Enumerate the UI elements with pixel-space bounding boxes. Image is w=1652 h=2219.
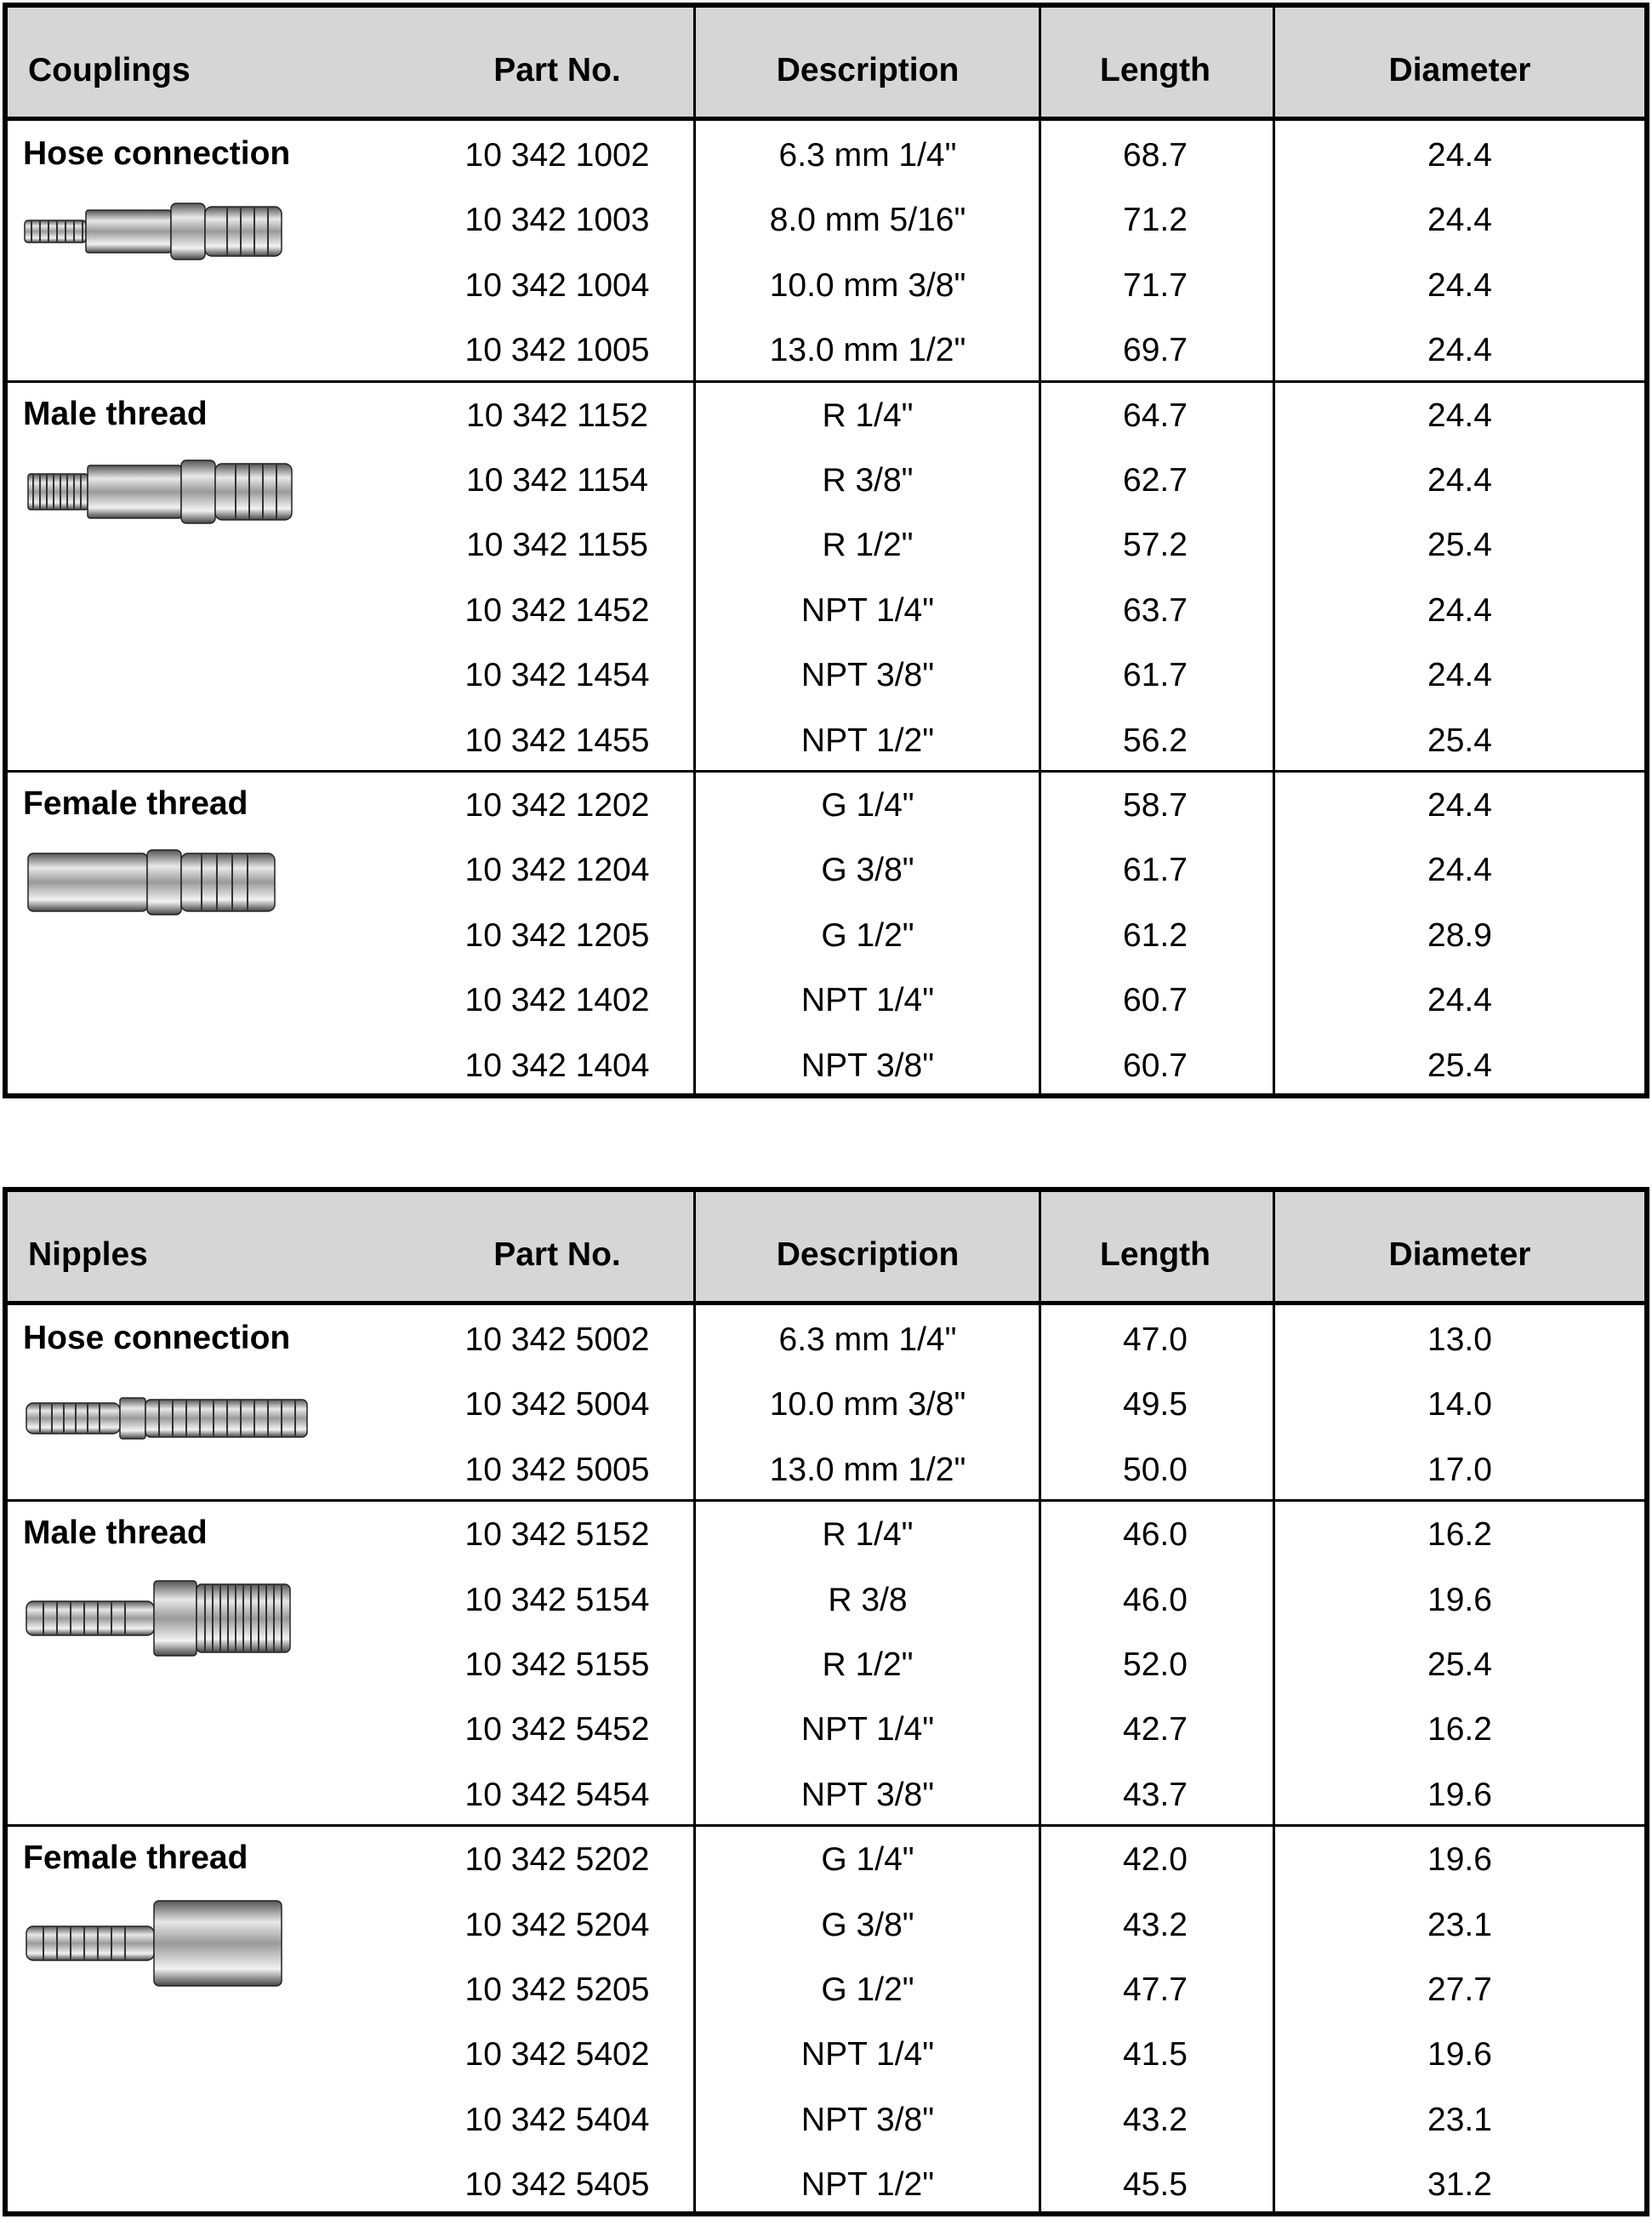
header-category: Couplings [28,52,191,88]
cell-desc: NPT 1/4" [800,591,935,629]
nipple-hose-connection-icon [23,1369,312,1484]
section-title: Male thread [23,1515,208,1552]
cell-desc: 6.3 mm 1/4" [778,137,957,174]
cell-length: 61.7 [1123,852,1188,889]
cell-diameter: 19.6 [1427,1581,1492,1618]
cell-length: 64.7 [1123,396,1188,434]
cell-part: 10 342 1202 [464,787,650,824]
cell-diameter: 13.0 [1427,1321,1492,1358]
cell-part: 10 342 5154 [464,1581,650,1618]
cell-part: 10 342 5454 [464,1776,650,1813]
nipple-male-thread-icon [23,1564,312,1679]
header-part-no: Part No. [493,52,621,88]
cell-length: 60.7 [1123,982,1188,1019]
cell-diameter: 24.4 [1427,982,1492,1019]
cell-diameter: 28.9 [1427,916,1492,954]
cell-diameter: 24.4 [1427,787,1492,824]
cell-length: 47.7 [1123,1971,1188,2008]
nipples-table [3,1187,1649,2216]
column-divider [1273,1192,1275,2211]
cell-part: 10 342 1452 [464,591,650,629]
cell-part: 10 342 5004 [464,1386,650,1423]
cell-diameter: 16.2 [1427,1711,1492,1748]
cell-part: 10 342 1003 [464,202,650,239]
cell-diameter: 24.4 [1427,657,1492,694]
cell-length: 42.7 [1123,1711,1188,1748]
section-title: Female thread [23,1840,248,1877]
cell-desc: R 1/2" [822,1646,914,1683]
cell-length: 60.7 [1123,1047,1188,1084]
cell-desc: G 3/8" [821,852,914,889]
header-category: Nipples [28,1236,148,1273]
cell-desc: G 1/2" [821,1971,914,2008]
cell-length: 63.7 [1123,591,1188,629]
cell-desc: R 1/4" [822,396,914,434]
cell-desc: 6.3 mm 1/4" [778,1321,957,1358]
cell-diameter: 24.4 [1427,591,1492,629]
cell-diameter: 25.4 [1427,527,1492,564]
cell-length: 46.0 [1123,1516,1188,1554]
cell-desc: NPT 3/8" [800,1047,935,1084]
cell-desc: R 3/8 [828,1581,908,1618]
cell-length: 57.2 [1123,527,1188,564]
cell-diameter: 24.4 [1427,852,1492,889]
cell-diameter: 19.6 [1427,2036,1492,2074]
cell-desc: G 1/4" [821,787,914,824]
header-length: Length [1100,52,1211,88]
couplings-table [3,3,1649,1098]
cell-length: 71.7 [1123,266,1188,304]
cell-part: 10 342 5152 [464,1516,650,1554]
section-title: Male thread [23,395,208,432]
cell-length: 62.7 [1123,462,1188,499]
cell-diameter: 24.4 [1427,396,1492,434]
cell-length: 61.2 [1123,916,1188,954]
cell-length: 43.2 [1123,1906,1188,1943]
column-divider [693,1192,696,2211]
cell-desc: NPT 3/8" [800,1776,935,1813]
cell-diameter: 14.0 [1427,1386,1492,1423]
cell-diameter: 27.7 [1427,1971,1492,2008]
cell-part: 10 342 1402 [464,982,650,1019]
cell-desc: NPT 1/2" [800,2166,935,2204]
cell-desc: G 1/2" [821,916,914,954]
cell-diameter: 16.2 [1427,1516,1492,1554]
column-divider [1039,8,1041,1093]
nipple-female-thread-icon [23,1889,312,2004]
cell-length: 71.2 [1123,202,1188,239]
cell-diameter: 19.6 [1427,1841,1492,1879]
cell-diameter: 23.1 [1427,2101,1492,2138]
cell-diameter: 19.6 [1427,1776,1492,1813]
coupling-hose-connection-icon [23,185,312,299]
table-header [8,8,1644,121]
cell-length: 50.0 [1123,1451,1188,1488]
cell-part: 10 342 1002 [464,137,650,174]
header-part-no: Part No. [493,1236,621,1273]
cell-length: 68.7 [1123,137,1188,174]
cell-part: 10 342 1205 [464,916,650,954]
column-divider [1273,8,1275,1093]
table-header [8,1192,1644,1305]
cell-length: 45.5 [1123,2166,1188,2204]
cell-part: 10 342 1154 [466,462,648,499]
cell-diameter: 25.4 [1427,1047,1492,1084]
cell-part: 10 342 5402 [464,2036,650,2074]
cell-desc: 10.0 mm 3/8" [769,266,966,304]
header-length: Length [1100,1236,1211,1273]
coupling-female-thread-icon [23,835,312,950]
cell-desc: R 1/2" [822,527,914,564]
cell-length: 52.0 [1123,1646,1188,1683]
cell-desc: G 1/4" [821,1841,914,1879]
cell-desc: R 1/4" [822,1516,914,1554]
header-diameter: Diameter [1388,1236,1531,1273]
cell-part: 10 342 1152 [466,396,648,434]
cell-part: 10 342 5155 [464,1646,650,1683]
cell-diameter: 24.4 [1427,266,1492,304]
cell-length: 42.0 [1123,1841,1188,1879]
cell-length: 41.5 [1123,2036,1188,2074]
cell-desc: 13.0 mm 1/2" [769,1451,966,1488]
section-divider [8,1499,1644,1502]
cell-part: 10 342 1004 [464,266,650,304]
cell-length: 49.5 [1123,1386,1188,1423]
cell-part: 10 342 5405 [464,2166,650,2204]
cell-diameter: 23.1 [1427,1906,1492,1943]
cell-desc: 10.0 mm 3/8" [769,1386,966,1423]
section-title: Hose connection [23,135,291,172]
cell-desc: NPT 3/8" [800,2101,935,2138]
cell-diameter: 24.4 [1427,332,1492,369]
cell-diameter: 24.4 [1427,462,1492,499]
cell-desc: NPT 1/4" [800,982,935,1019]
cell-part: 10 342 5205 [464,1971,650,2008]
cell-desc: NPT 1/2" [800,722,935,759]
section-divider [8,1824,1644,1827]
section-title: Female thread [23,785,248,822]
cell-part: 10 342 1005 [464,332,650,369]
cell-length: 43.7 [1123,1776,1188,1813]
cell-part: 10 342 1155 [466,527,648,564]
section-title: Hose connection [23,1320,291,1356]
cell-desc: NPT 3/8" [800,657,935,694]
section-divider [8,770,1644,773]
section-divider [8,380,1644,383]
cell-part: 10 342 5002 [464,1321,650,1358]
coupling-male-thread-icon [23,445,312,560]
cell-diameter: 24.4 [1427,137,1492,174]
cell-length: 47.0 [1123,1321,1188,1358]
cell-part: 10 342 5005 [464,1451,650,1488]
column-divider [1039,1192,1041,2211]
cell-part: 10 342 1454 [464,657,650,694]
cell-length: 61.7 [1123,657,1188,694]
cell-part: 10 342 5204 [464,1906,650,1943]
cell-part: 10 342 5202 [464,1841,650,1879]
cell-part: 10 342 1455 [464,722,650,759]
cell-diameter: 25.4 [1427,722,1492,759]
cell-length: 58.7 [1123,787,1188,824]
cell-desc: G 3/8" [821,1906,914,1943]
column-divider [693,8,696,1093]
header-description: Description [776,1236,960,1273]
header-diameter: Diameter [1388,52,1531,88]
header-description: Description [776,52,960,88]
cell-length: 56.2 [1123,722,1188,759]
cell-length: 46.0 [1123,1581,1188,1618]
cell-diameter: 24.4 [1427,202,1492,239]
cell-part: 10 342 1204 [464,852,650,889]
cell-length: 69.7 [1123,332,1188,369]
cell-part: 10 342 5404 [464,2101,650,2138]
cell-part: 10 342 1404 [464,1047,650,1084]
cell-diameter: 25.4 [1427,1646,1492,1683]
cell-diameter: 31.2 [1427,2166,1492,2204]
cell-desc: NPT 1/4" [800,2036,935,2074]
cell-desc: 8.0 mm 5/16" [769,202,966,239]
cell-diameter: 17.0 [1427,1451,1492,1488]
cell-desc: 13.0 mm 1/2" [769,332,966,369]
cell-length: 43.2 [1123,2101,1188,2138]
cell-desc: R 3/8" [822,462,914,499]
cell-part: 10 342 5452 [464,1711,650,1748]
cell-desc: NPT 1/4" [800,1711,935,1748]
